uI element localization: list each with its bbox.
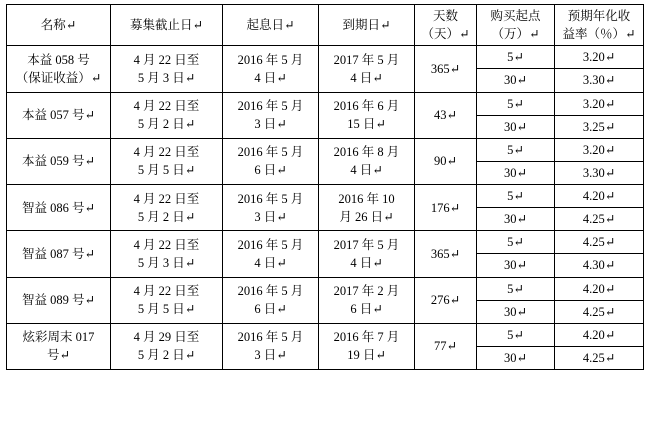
cell-min-purchase: 5↵: [477, 323, 555, 346]
cell-line: 4 月 22 日至: [133, 52, 200, 67]
cell-days: 43↵: [415, 92, 477, 138]
cell-maturity-date: [319, 277, 415, 323]
cell-expected-rate: 4.25↵: [555, 300, 644, 323]
cell-line: 2016 年 6 月: [333, 99, 400, 113]
table-row: [7, 277, 644, 300]
header-line: （天）↵: [421, 27, 470, 42]
header-line: 购买起点: [490, 9, 541, 23]
header-line: 名称↵: [40, 18, 77, 33]
cell-maturity-date: [319, 185, 415, 231]
cell-line: （保证收益）↵: [15, 70, 102, 85]
header-line: 预期年化收: [567, 9, 631, 23]
cell-days: 365↵: [415, 231, 477, 277]
header-line: 起息日↵: [246, 18, 295, 33]
cell-expected-rate: 3.20↵: [555, 138, 644, 161]
cell-expected-rate: 4.20↵: [555, 277, 644, 300]
cell-line: 2016 年 5 月: [237, 284, 304, 298]
header-name: [7, 5, 111, 46]
cell-line: 智益 086 号↵: [22, 200, 95, 215]
cell-min-purchase: 30↵: [477, 69, 555, 92]
cell-line: 4 日↵: [254, 70, 287, 85]
header-line: 益率（％）↵: [562, 27, 636, 42]
table-row: [7, 231, 644, 254]
cell-expected-rate: 4.25↵: [555, 231, 644, 254]
cell-expected-rate: 4.20↵: [555, 323, 644, 346]
cell-maturity-date: [319, 92, 415, 138]
cell-expected-rate: 4.30↵: [555, 254, 644, 277]
cell-days: 365↵: [415, 46, 477, 92]
cell-maturity-date: [319, 46, 415, 92]
cell-value-date: [223, 138, 319, 184]
cell-raise-deadline: [111, 92, 223, 138]
cell-product-name: [7, 231, 111, 277]
cell-days: 176↵: [415, 185, 477, 231]
cell-min-purchase: 30↵: [477, 115, 555, 138]
header-raise-deadline: [111, 5, 223, 46]
cell-line: 15 日↵: [347, 117, 386, 132]
cell-line: 5 月 2 日↵: [137, 209, 196, 224]
table-row: [7, 92, 644, 115]
cell-line: 2016 年 5 月: [237, 330, 304, 345]
header-row: [7, 5, 644, 46]
table-row: [7, 138, 644, 161]
cell-raise-deadline: [111, 323, 223, 369]
header-maturity-date: [319, 5, 415, 46]
cell-line: 6 日↵: [254, 163, 287, 178]
cell-line: 4 月 22 日至: [133, 237, 200, 252]
header-value-date: [223, 5, 319, 46]
table-body: [7, 46, 644, 370]
cell-line: 2016 年 8 月: [333, 145, 400, 160]
cell-raise-deadline: [111, 138, 223, 184]
cell-line: 6 日↵: [254, 302, 287, 317]
cell-line: 3 日↵: [254, 117, 287, 132]
cell-line: 本益 059 号↵: [22, 154, 95, 169]
cell-product-name: [7, 323, 111, 369]
cell-maturity-date: [319, 323, 415, 369]
wealth-product-table: [6, 4, 644, 370]
cell-line: 2016 年 5 月: [237, 145, 304, 160]
header-line: 天数: [432, 9, 458, 23]
cell-line: 5 月 5 日↵: [137, 163, 196, 178]
header-min-purchase: [477, 5, 555, 46]
cell-line: 5 月 5 日↵: [137, 302, 196, 317]
cell-min-purchase: 30↵: [477, 346, 555, 369]
cell-value-date: [223, 231, 319, 277]
cell-line: 5 月 3 日↵: [137, 70, 196, 85]
cell-value-date: [223, 277, 319, 323]
cell-line: 5 月 2 日↵: [137, 117, 196, 132]
header-expected-rate: [555, 5, 644, 46]
cell-line: 19 日↵: [347, 348, 386, 363]
cell-line: 3 日↵: [254, 348, 287, 363]
table-row: [7, 323, 644, 346]
cell-line: 2017 年 2 月: [333, 284, 400, 298]
cell-min-purchase: 30↵: [477, 161, 555, 184]
cell-line: 4 月 22 日至: [133, 191, 200, 206]
cell-days: 276↵: [415, 277, 477, 323]
cell-product-name: [7, 92, 111, 138]
cell-line: 4 日↵: [350, 70, 383, 85]
cell-min-purchase: 30↵: [477, 254, 555, 277]
cell-line: 4 日↵: [350, 255, 383, 270]
cell-line: 2016 年 5 月: [237, 52, 304, 67]
cell-expected-rate: 3.25↵: [555, 115, 644, 138]
cell-line: 4 月 22 日至: [133, 284, 200, 298]
cell-min-purchase: 5↵: [477, 138, 555, 161]
cell-expected-rate: 4.25↵: [555, 208, 644, 231]
header-line: 募集截止日↵: [130, 18, 203, 33]
cell-line: 4 月 22 日至: [133, 145, 200, 160]
cell-value-date: [223, 323, 319, 369]
cell-line: 5 月 2 日↵: [137, 348, 196, 363]
cell-line: 2016 年 5 月: [237, 191, 304, 206]
cell-value-date: [223, 185, 319, 231]
cell-raise-deadline: [111, 231, 223, 277]
cell-product-name: [7, 185, 111, 231]
cell-min-purchase: 30↵: [477, 208, 555, 231]
header-line: （万）↵: [491, 27, 540, 42]
cell-expected-rate: 3.30↵: [555, 161, 644, 184]
cell-line: 5 月 3 日↵: [137, 255, 196, 270]
cell-product-name: [7, 46, 111, 92]
cell-expected-rate: 3.20↵: [555, 92, 644, 115]
cell-raise-deadline: [111, 185, 223, 231]
cell-min-purchase: 30↵: [477, 300, 555, 323]
cell-line: 4 月 22 日至: [133, 99, 200, 113]
cell-min-purchase: 5↵: [477, 92, 555, 115]
cell-expected-rate: 4.25↵: [555, 346, 644, 369]
cell-min-purchase: 5↵: [477, 46, 555, 69]
cell-line: 4 日↵: [350, 163, 383, 178]
cell-expected-rate: 3.20↵: [555, 46, 644, 69]
cell-line: 2016 年 5 月: [237, 237, 304, 252]
header-line: 到期日↵: [342, 18, 391, 33]
cell-min-purchase: 5↵: [477, 231, 555, 254]
cell-line: 4 日↵: [254, 255, 287, 270]
cell-min-purchase: 5↵: [477, 185, 555, 208]
cell-line: 智益 087 号↵: [22, 246, 95, 261]
cell-line: 号↵: [47, 348, 70, 363]
cell-line: 2016 年 10: [338, 191, 395, 206]
cell-expected-rate: 4.20↵: [555, 185, 644, 208]
cell-maturity-date: [319, 231, 415, 277]
cell-line: 月 26 日↵: [339, 209, 394, 224]
cell-line: 2016 年 7 月: [333, 330, 400, 345]
cell-line: 本益 058 号: [27, 52, 90, 67]
cell-product-name: [7, 138, 111, 184]
cell-value-date: [223, 92, 319, 138]
table-row: [7, 46, 644, 69]
cell-raise-deadline: [111, 46, 223, 92]
cell-value-date: [223, 46, 319, 92]
cell-line: 2016 年 5 月: [237, 99, 304, 113]
cell-maturity-date: [319, 138, 415, 184]
cell-raise-deadline: [111, 277, 223, 323]
cell-expected-rate: 3.30↵: [555, 69, 644, 92]
cell-line: 本益 057 号↵: [22, 108, 95, 123]
cell-line: 3 日↵: [254, 209, 287, 224]
cell-days: 77↵: [415, 323, 477, 369]
header-days: [415, 5, 477, 46]
cell-product-name: [7, 277, 111, 323]
table-row: [7, 185, 644, 208]
table-header: [7, 5, 644, 46]
cell-min-purchase: 5↵: [477, 277, 555, 300]
cell-line: 智益 089 号↵: [22, 293, 95, 308]
cell-line: 4 月 29 日至: [133, 330, 200, 345]
cell-line: 2017 年 5 月: [333, 52, 400, 67]
cell-line: 炫彩周末 017: [22, 330, 95, 345]
cell-line: 2017 年 5 月: [333, 237, 400, 252]
cell-line: 6 日↵: [350, 302, 383, 317]
cell-days: 90↵: [415, 138, 477, 184]
